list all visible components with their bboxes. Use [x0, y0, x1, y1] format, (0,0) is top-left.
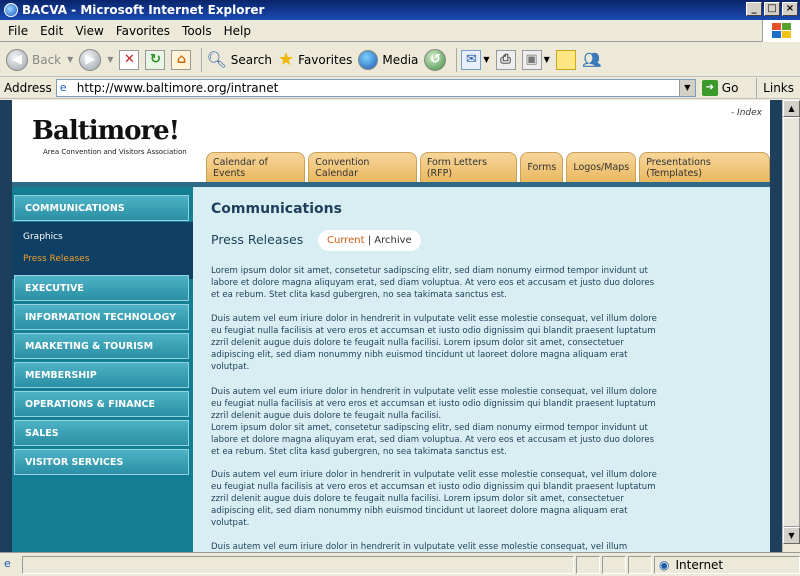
status-pane — [602, 556, 626, 574]
back-arrow-icon: ◀ — [6, 49, 28, 71]
subnav-press-releases[interactable]: Press Releases — [23, 254, 90, 264]
tab-convention-calendar[interactable]: Convention Calendar — [308, 152, 417, 182]
tab-logos-maps[interactable]: Logos/Maps — [566, 152, 636, 182]
address-input[interactable] — [56, 79, 696, 97]
vertical-scrollbar[interactable] — [782, 100, 800, 552]
address-url: http://www.baltimore.org/intranet — [76, 81, 279, 95]
sidebar-item-marketing-tourism[interactable]: MARKETING & TOURISM — [14, 333, 189, 359]
page-title: Communications — [211, 201, 342, 217]
minimize-button[interactable]: _ — [746, 2, 762, 16]
menu-file[interactable]: File — [8, 23, 29, 38]
refresh-icon[interactable]: ↻ — [145, 50, 165, 70]
tab-forms[interactable]: Forms — [520, 152, 563, 182]
tab-calendar-of-events[interactable]: Calendar of Events — [206, 152, 305, 182]
forward-button[interactable] — [79, 49, 113, 71]
menu-help[interactable]: Help — [223, 23, 251, 38]
mail-icon[interactable]: ✉ — [461, 50, 481, 70]
sidebar-item-visitor-services[interactable]: VISITOR SERVICES — [14, 449, 189, 475]
star-icon: ★ — [278, 49, 295, 70]
paragraph: Duis autem vel eum iriure dolor in hendrerit in vulputate velit esse molestie consequat, vel illum dolore eu feugiat nulla facilisis at vero eros et accumsan et iusto odio dignissim qui blandit praesent luptatum zzril delenit augue duis dolore te feugait nulla facilisi. Lorem ipsum dolor sit amet, consectetuer adipiscing elit, sed diam nonummy nibh euismod tincidunt ut laoreet dolore magna aliquam erat volutpat. — [211, 314, 657, 372]
status-pane — [628, 556, 652, 574]
paragraph: Duis autem vel eum iriure dolor in hendrerit in vulputate velit esse molestie consequat, vel illum dolore eu feugiat nulla facilisis at vero eros et accumsan et iusto odio dignissim qui blandit praesent luptatum zzril delenit augue duis dolore te feugait nulla facilisi. Lorem ipsum dolor sit amet, consectetuer adipiscing elit, sed diam nonummy nibh euismod tincidunt ut laoreet dolore magna aliquam erat volutpat. — [211, 470, 657, 528]
edit-icon[interactable]: ▣ — [522, 50, 542, 70]
globe-icon: ◉ — [659, 557, 670, 572]
back-button[interactable]: ◀ Back ▼ — [6, 49, 73, 71]
sidebar-item-information-technology[interactable]: INFORMATION TECHNOLOGY — [14, 304, 189, 330]
logo-subtitle: Area Convention and Visitors Association — [43, 148, 187, 156]
status-pane — [576, 556, 600, 574]
window-title: BACVA - Microsoft Internet Explorer — [22, 3, 265, 17]
sidebar-item-operations-finance[interactable]: OPERATIONS & FINANCE — [14, 391, 189, 417]
messenger-icon[interactable]: 👥︎ — [582, 50, 602, 69]
top-tabs — [206, 152, 770, 182]
go-arrow-icon: ➜ — [702, 80, 718, 96]
history-icon[interactable]: ↺ — [424, 49, 446, 71]
windows-logo-icon — [762, 20, 800, 42]
home-icon[interactable]: ⌂ — [171, 50, 191, 70]
page-icon: e — [59, 81, 67, 94]
current-archive-toggle — [318, 230, 421, 251]
sidebar-item-executive[interactable]: EXECUTIVE — [14, 275, 189, 301]
ie-icon — [4, 3, 18, 17]
menu-favorites[interactable]: Favorites — [115, 23, 171, 38]
menu-edit[interactable]: Edit — [40, 23, 64, 38]
close-button[interactable]: × — [782, 2, 798, 16]
status-page-icon: e — [4, 556, 11, 570]
scroll-up-icon[interactable]: ▲ — [783, 100, 800, 117]
menu-view[interactable]: View — [75, 23, 104, 38]
forward-arrow-icon: ▶ — [79, 49, 101, 71]
paragraph: Duis autem vel eum iriure dolor in hendrerit in vulputate velit esse molestie consequat, vel illum — [211, 542, 628, 552]
sidebar — [12, 187, 193, 552]
discuss-icon[interactable] — [556, 50, 576, 70]
web-page — [12, 100, 770, 552]
tab-presentations[interactable]: Presentations (Templates) — [639, 152, 770, 182]
links-button[interactable]: Links — [756, 78, 800, 98]
address-bar — [0, 78, 800, 99]
sidebar-item-membership[interactable]: MEMBERSHIP — [14, 362, 189, 388]
index-link[interactable]: - Index — [730, 108, 762, 118]
section-title: Press Releases — [211, 232, 304, 247]
paragraph: Duis autem vel eum iriure dolor in hendrerit in vulputate velit esse molestie consequat, vel illum dolore eu feugiat nulla facilisis at vero eros et accumsan et iusto odio dignissim qui blandit praesent luptatum zzril delenit augue duis dolore te feugait nulla facilisi. — [211, 387, 657, 421]
go-button[interactable]: ➜ Go — [702, 80, 739, 96]
subnav-graphics[interactable]: Graphics — [23, 232, 63, 242]
sidebar-item-communications[interactable]: COMMUNICATIONS — [14, 195, 189, 221]
toolbar-separator — [201, 48, 202, 72]
forward-dropdown-icon[interactable]: ▼ — [107, 55, 114, 64]
current-link[interactable]: Current — [327, 235, 365, 246]
search-button[interactable]: 🔍︎ Search — [206, 50, 272, 69]
address-dropdown-icon[interactable]: ▼ — [679, 80, 695, 96]
sidebar-subnav — [12, 222, 193, 279]
paragraph: Lorem ipsum dolor sit amet, consetetur sadipscing elitr, sed diam nonumy eirmod tempor invidunt ut labore et dolore magna aliquyam erat, sed diam voluptua. At vero eos et accusam et justo duo dolores et ea rebum. Stet clita kasd gubergren, no sea takimata sanctus est. — [211, 423, 655, 457]
main-content — [193, 187, 770, 552]
menu-tools[interactable]: Tools — [182, 23, 212, 38]
tab-form-letters[interactable]: Form Letters (RFP) — [420, 152, 518, 182]
media-button[interactable]: Media — [358, 50, 418, 70]
status-text-pane — [22, 556, 574, 574]
address-label: Address — [4, 81, 52, 95]
maximize-button[interactable]: □ — [764, 2, 780, 16]
toolbar — [0, 43, 800, 77]
logo-text: Baltimore! — [32, 116, 180, 146]
title-bar — [0, 0, 800, 20]
favorites-button[interactable]: ★ Favorites — [278, 49, 353, 70]
back-dropdown-icon[interactable]: ▼ — [67, 55, 74, 64]
sidebar-item-sales[interactable]: SALES — [14, 420, 189, 446]
scroll-down-icon[interactable]: ▼ — [783, 527, 800, 544]
status-bar — [0, 552, 800, 576]
edit-dropdown-icon[interactable]: ▼ — [543, 55, 550, 64]
print-icon[interactable]: ⎙ — [496, 50, 516, 70]
scroll-thumb[interactable] — [783, 117, 800, 527]
menu-bar — [0, 20, 800, 42]
page-viewport — [0, 100, 782, 552]
zone-pane — [654, 556, 800, 574]
search-icon: 🔍︎ — [206, 50, 227, 69]
mail-dropdown-icon[interactable]: ▼ — [483, 55, 490, 64]
media-icon — [358, 50, 378, 70]
pill-separator: | — [364, 235, 375, 246]
archive-link[interactable]: Archive — [374, 235, 412, 246]
baltimore-logo[interactable] — [32, 116, 192, 172]
stop-icon[interactable]: ✕ — [119, 50, 139, 70]
zone-label: Internet — [675, 557, 724, 572]
toolbar-separator — [456, 48, 457, 72]
paragraph: Lorem ipsum dolor sit amet, consetetur sadipscing elitr, sed diam nonumy eirmod tempor invidunt ut labore et dolore magna aliquyam erat, sed diam voluptua. At vero eos et accusam et justo duo dolores et ea rebum. Stet clita kasd gubergren, no sea takimata sanctus est. — [211, 266, 655, 300]
